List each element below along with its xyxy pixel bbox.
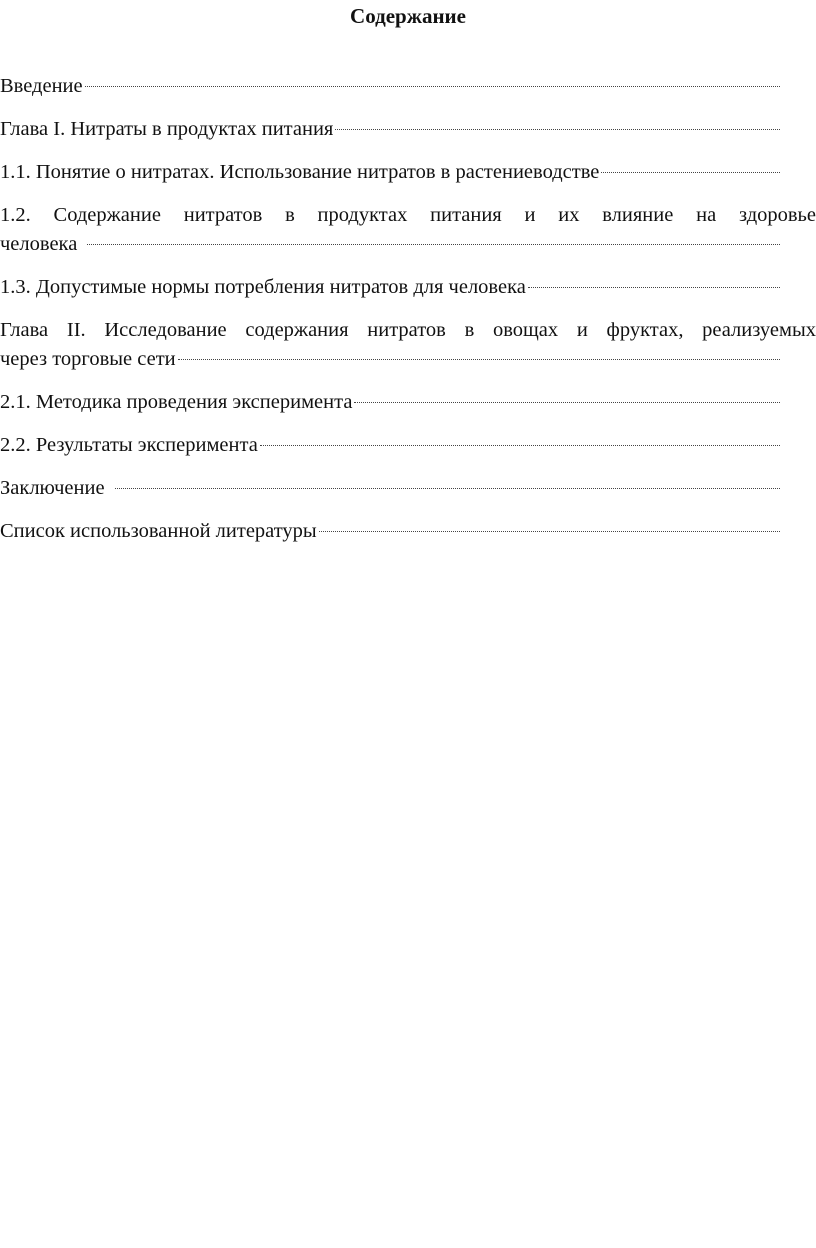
toc-entry-conclusion[interactable]: [0, 474, 816, 503]
toc-entry-introduction[interactable]: [0, 72, 816, 101]
toc-entry-label: Глава II. Исследование содержания нитратов в овощах и фруктах, реализуемых: [0, 319, 816, 341]
toc-entry-label: Список использованной литературы: [0, 520, 317, 542]
dot-leader: [87, 244, 780, 245]
toc-entry-section-1-3[interactable]: [0, 273, 816, 302]
toc-entry-label-continued: человека: [0, 233, 78, 255]
dot-leader: [335, 129, 780, 130]
dot-leader: [115, 488, 780, 489]
toc-entry-section-1-2[interactable]: [0, 201, 816, 259]
toc-entry-chapter-2[interactable]: [0, 316, 816, 374]
page-title: Содержание: [350, 4, 466, 28]
toc-entry-label: 1.2. Содержание нитратов в продуктах питания и их влияние на здоровье: [0, 204, 816, 226]
toc-entry-label: 2.2. Результаты эксперимента: [0, 434, 258, 456]
toc-entry-label: Заключение: [0, 477, 105, 499]
toc-entry-references[interactable]: [0, 517, 816, 546]
dot-leader: [354, 402, 780, 403]
dot-leader: [528, 287, 780, 288]
toc-entry-section-2-2[interactable]: [0, 431, 816, 460]
toc-entry-label-continued: через торговые сети: [0, 348, 176, 370]
toc-entry-chapter-1[interactable]: [0, 115, 816, 144]
toc-entry-section-1-1[interactable]: [0, 158, 816, 187]
toc-entry-label: 2.1. Методика проведения эксперимента: [0, 391, 353, 413]
dot-leader: [178, 359, 780, 360]
toc-entry-label: Введение: [0, 75, 83, 97]
toc-entry-label: 1.1. Понятие о нитратах. Использование нитратов в растениеводстве: [0, 161, 600, 183]
dot-leader: [85, 86, 780, 87]
toc-entry-label: Глава I. Нитраты в продуктах питания: [0, 118, 334, 140]
toc-entry-section-2-1[interactable]: [0, 388, 816, 417]
dot-leader: [260, 445, 780, 446]
toc-entry-label: 1.3. Допустимые нормы потребления нитратов для человека: [0, 276, 526, 298]
dot-leader: [601, 172, 780, 173]
dot-leader: [319, 531, 780, 532]
table-of-contents: [0, 72, 816, 560]
